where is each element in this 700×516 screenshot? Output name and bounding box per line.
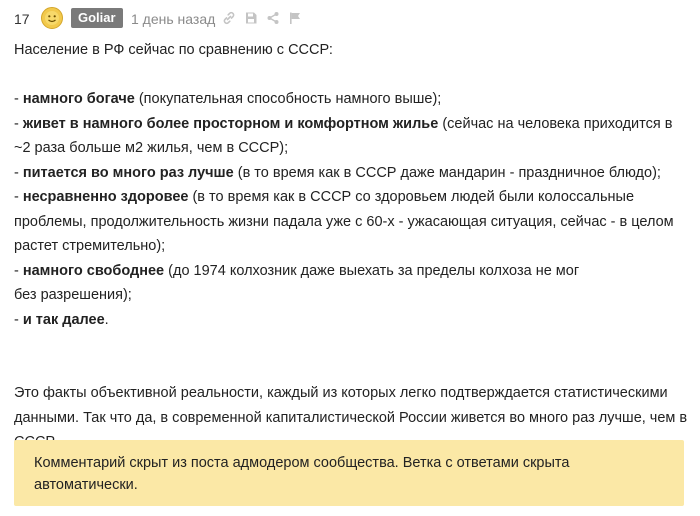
flag-icon[interactable] bbox=[287, 10, 303, 26]
avatar[interactable] bbox=[41, 7, 63, 29]
list-item-text: (покупательная способность намного выше); bbox=[134, 91, 442, 107]
comment-body bbox=[14, 38, 690, 455]
list-item bbox=[14, 185, 690, 259]
list-item-text: без разрешения); bbox=[14, 287, 132, 303]
username-badge[interactable]: Goliar bbox=[71, 8, 123, 28]
list-prefix: - bbox=[14, 115, 23, 132]
list-prefix: - bbox=[14, 91, 23, 107]
list-item bbox=[14, 308, 690, 333]
list-item bbox=[14, 259, 690, 284]
list-item-bold: намного богаче bbox=[22, 91, 135, 107]
list-item-text: . bbox=[104, 311, 109, 328]
list-item-bold: живет в намного более просторном и комфортном жилье bbox=[22, 115, 439, 132]
hidden-notice bbox=[14, 440, 684, 506]
link-icon[interactable] bbox=[221, 10, 237, 26]
list-item-text: (в то время как в СССР со здоровьем людей были колоссальные проблемы, продолжительность жизни падала уже с 60-х - ужасающая ситуация, сейчас - в целом растет стремительно); bbox=[14, 189, 674, 254]
comment-time[interactable]: 1 день назад bbox=[131, 11, 216, 27]
list-prefix: - bbox=[14, 189, 23, 205]
save-icon[interactable] bbox=[243, 10, 259, 26]
spacer bbox=[14, 63, 690, 88]
spacer bbox=[14, 332, 690, 357]
comment-header bbox=[0, 6, 700, 32]
list-prefix: - bbox=[14, 164, 23, 181]
list-item bbox=[14, 161, 690, 186]
list-item-bold: несравненно здоровее bbox=[22, 189, 189, 205]
list-item-text: (в то время как в СССР даже мандарин - праздничное блюдо); bbox=[233, 164, 661, 181]
share-icon[interactable] bbox=[265, 10, 281, 26]
list-item-text: (до 1974 колхозник даже выехать за пределы колхоза не мог bbox=[164, 262, 580, 279]
comment-rating: 17 bbox=[14, 11, 30, 27]
list-item-bold: питается во много раз лучше bbox=[22, 164, 234, 181]
list-item-continuation bbox=[14, 283, 690, 308]
list-item-bold: и так далее bbox=[22, 311, 105, 328]
list-item-bold: намного свободнее bbox=[22, 262, 165, 279]
list-prefix: - bbox=[14, 262, 23, 279]
list-item bbox=[14, 112, 690, 161]
comment-conclusion: Это факты объективной реальности, каждый из которых легко подтверждается статистическими данными. Так что да, в современной капиталистической России живется во много раз лучше, чем в bbox=[14, 385, 688, 426]
list-item bbox=[14, 87, 690, 112]
hidden-notice-text: Комментарий скрыт из поста адмодером сообщества. Ветка с ответами скрыта автоматически. bbox=[34, 455, 570, 493]
list-item-text: (сейчас на человека приходится в ~2 раза больше м2 жилья, чем в СССР); bbox=[14, 115, 673, 156]
comment-intro: Население в РФ сейчас по сравнению с СССР: bbox=[14, 42, 333, 58]
list-prefix: - bbox=[14, 311, 23, 328]
spacer bbox=[14, 357, 690, 382]
